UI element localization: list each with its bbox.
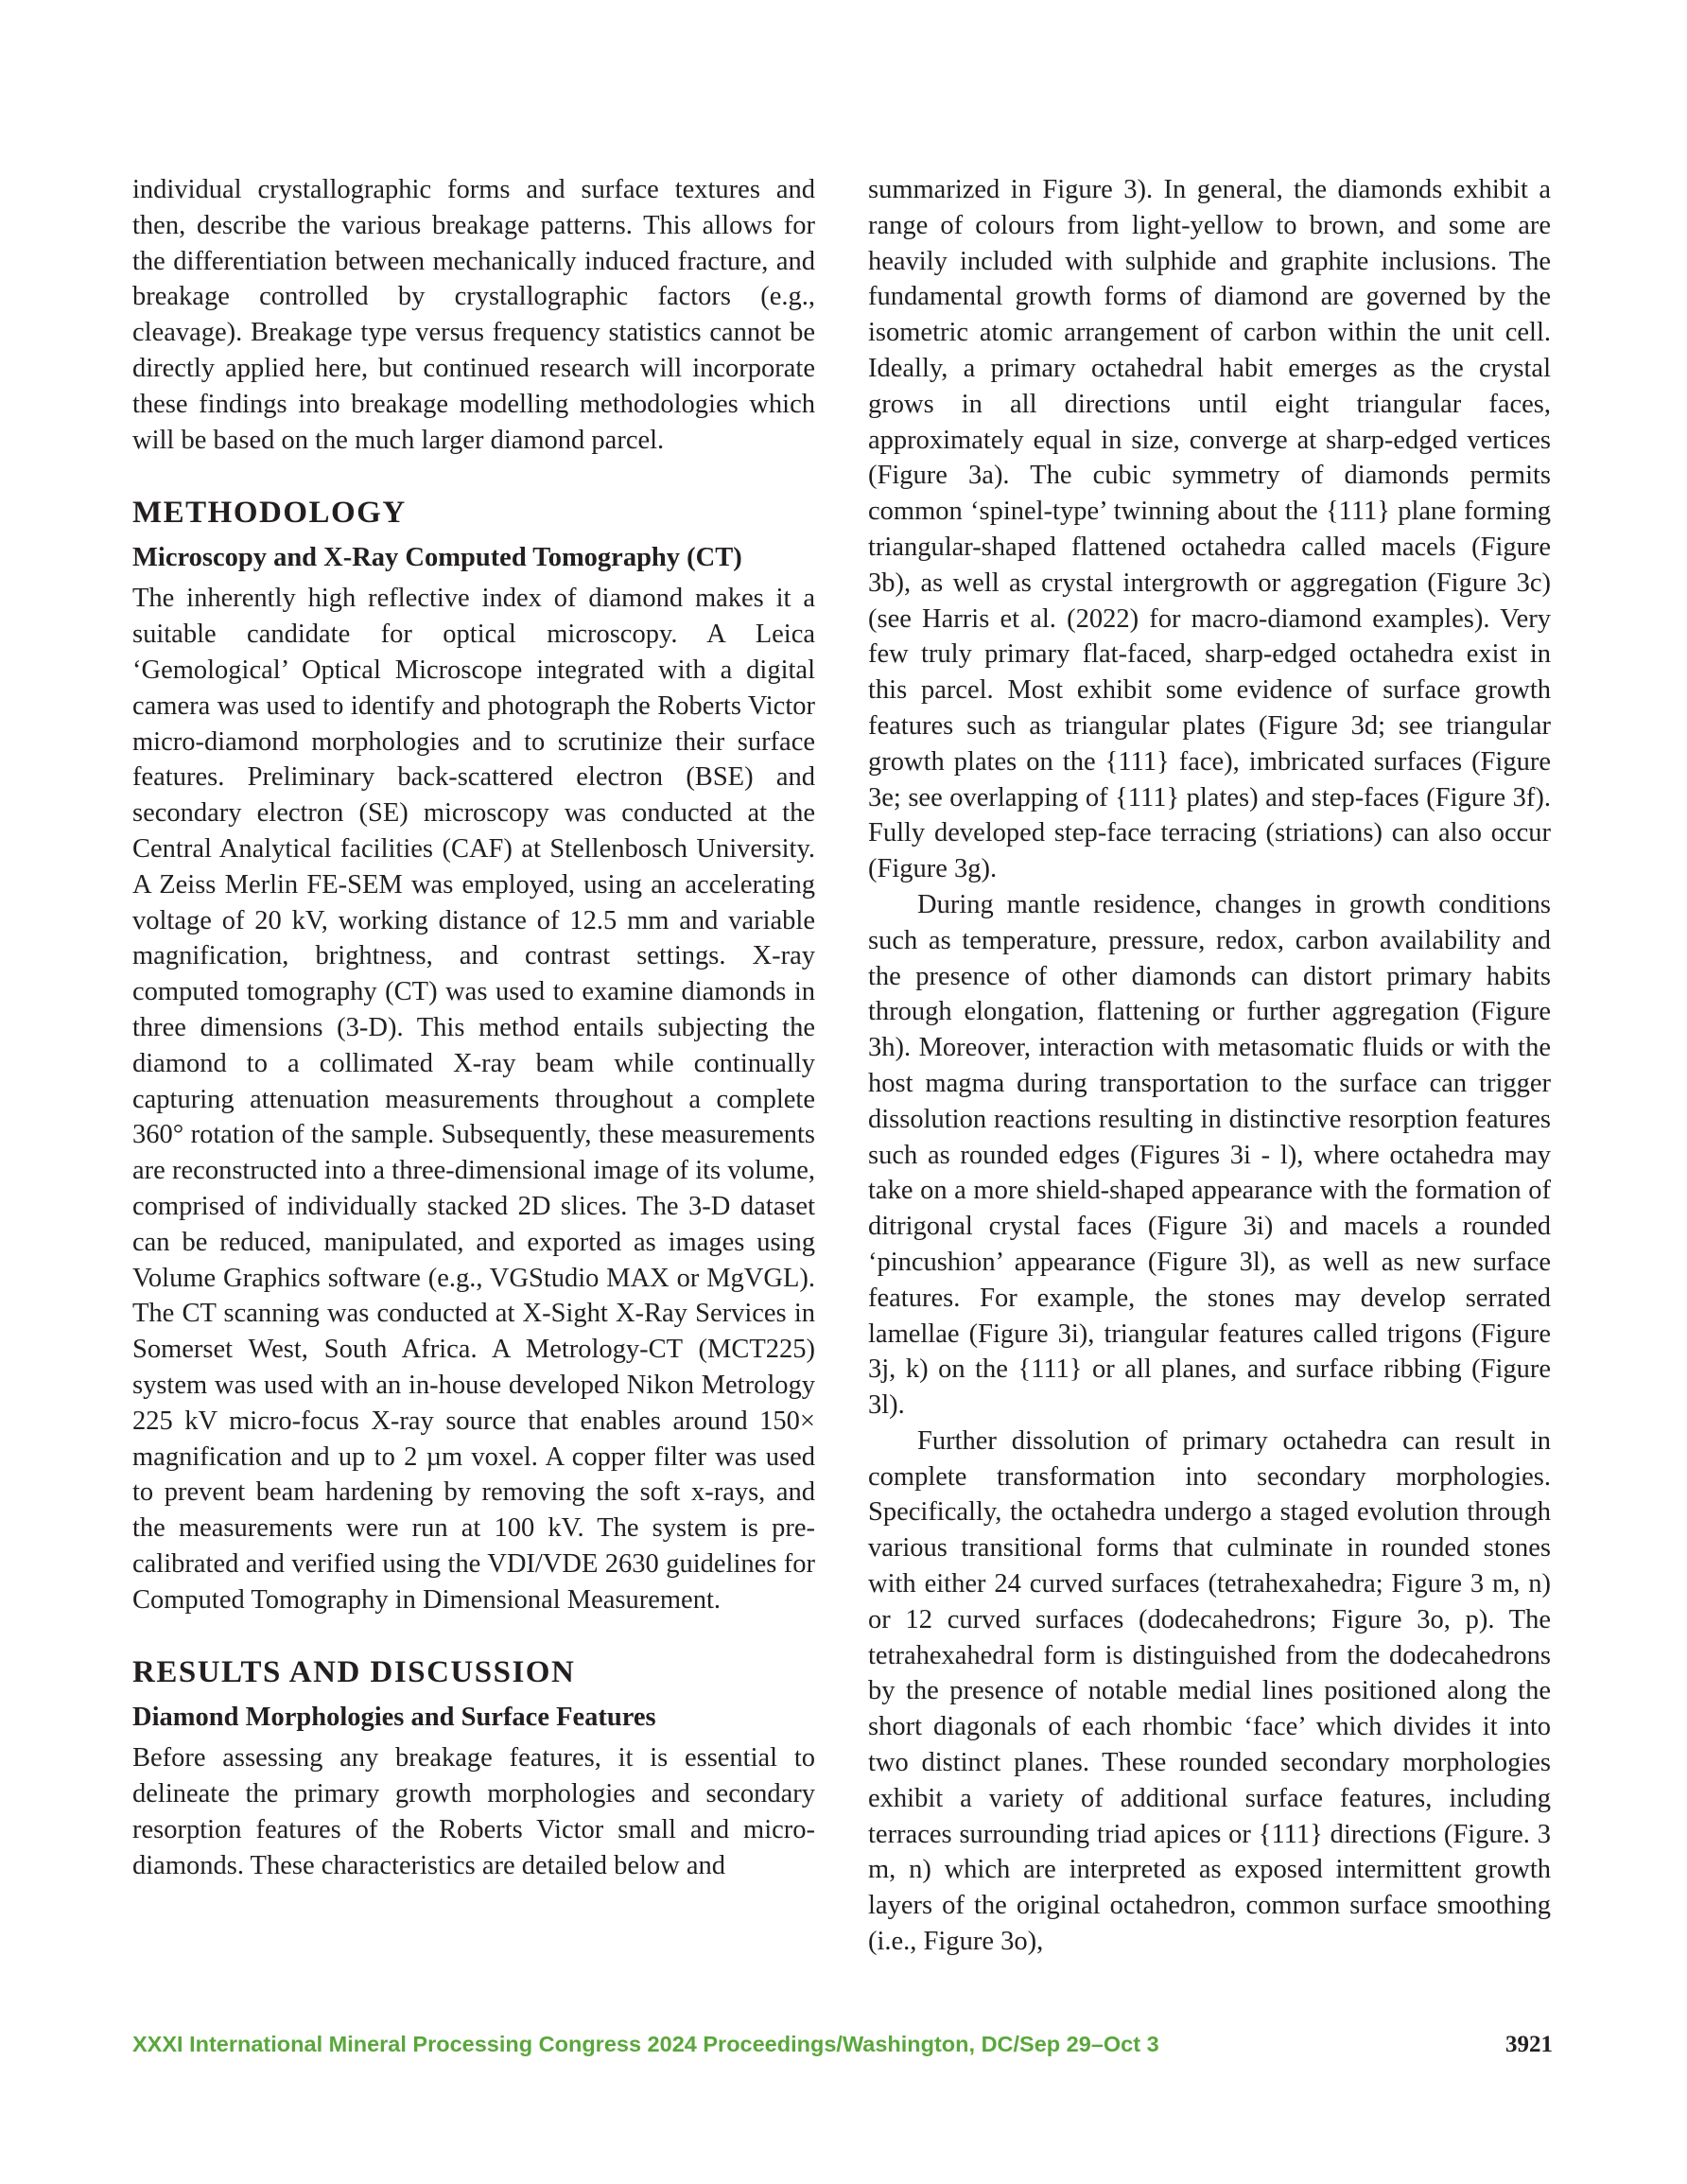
intro-paragraph: individual crystallographic forms and surface textures and then, describe the various breakage patterns. This allows for the differentiation between mechanically induced fracture, and breakage controlled by crystallographic factors (e.g., cleavage). Breakage type versus frequency statistics cannot be directly applied here, but continued research will incorporate these findings into breakage modelling methodologies which will be based on the much larger diamond parcel. bbox=[132, 175, 815, 455]
page-footer bbox=[132, 2032, 1553, 2058]
results-heading: RESULTS AND DISCUSSION bbox=[132, 1655, 576, 1690]
proceedings-footer: XXXI International Mineral Processing Congress 2024 Proceedings/Washington, DC/Sep 29–Oct 3 bbox=[132, 2032, 1159, 2056]
page-number: 3921 bbox=[1505, 2032, 1553, 2057]
methodology-heading: METHODOLOGY bbox=[132, 496, 407, 531]
morphology-paragraph-2: During mantle residence, changes in growth conditions such as temperature, pressure, redox, carbon availability and the presence of other diamonds can distort primary habits through elongation, flattening or further aggregation (Figure 3h). Moreover, interaction with metasomatic fluids or with the host magma during transportation to the surface can trigger dissolution reactions resulting in distinctive resorption features such as rounded edges (Figures 3i - l), where octahedra may take on a more shield-shaped appearance with the formation of ditrigonal crystal faces (Figure 3i) and macels a rounded ‘pincushion’ appearance (Figure 3l), as well as new surface features. For example, the stones may develop serrated lamellae (Figure 3i), triangular features called trigons (Figure 3j, k) on the {111} or all planes, and surface ribbing (Figure 3l). bbox=[868, 889, 1551, 1421]
morphology-paragraph-1: summarized in Figure 3). In general, the diamonds exhibit a range of colours from light-yellow to brown, and some are heavily included with sulphide and graphite inclusions. The fundamental growth forms of diamond are governed by the isometric atomic arrangement of carbon within the unit cell. Ideally, a primary octahedral habit emerges as the crystal grows in all directions until eight triangular faces, approximately equal in size, converge at sharp-edged vertices (Figure 3a). The cubic symmetry of diamonds permits common ‘spinel-type’ twinning about the {111} plane forming triangular-shaped flattened octahedra called macels (Figure 3b), as well as crystal intergrowth or aggregation (Figure 3c) (see Harris et al. (2022) for macro-diamond examples). Very few truly primary flat-faced, sharp-edged octahedra exist in this parcel. Most exhibit some evidence of surface growth features such as triangular plates (Figure 3d; see triangular growth plates on the {111} face), imbricated surfaces (Figure 3e; see overlapping of {111} plates) and step-faces (Figure 3f). Fully developed step-face terracing (striations) can also occur (Figure 3g). bbox=[868, 175, 1551, 884]
right-column bbox=[868, 172, 1551, 1960]
results-paragraph: Before assessing any breakage features, it is essential to delineate the primary growth morphologies and secondary resorption features of the Roberts Victor small and micro-diamonds. These characteristics are detailed below and bbox=[132, 1743, 815, 1880]
morphologies-subheading: Diamond Morphologies and Surface Features bbox=[132, 1703, 656, 1733]
left-column bbox=[132, 172, 815, 1884]
methodology-paragraph: The inherently high reflective index of diamond makes it a suitable candidate for optical microscopy. A Leica ‘Gemological’ Optical Microscope integrated with a digital camera was used to identify and photograph the Roberts Victor micro-diamond morphologies and to scrutinize their surface features. Preliminary back-scattered electron (BSE) and secondary electron (SE) microscopy was conducted at the Central Analytical facilities (CAF) at Stellenbosch University. A Zeiss Merlin FE-SEM was employed, using an accelerating voltage of 20 kV, working distance of 12.5 mm and variable magnification, brightness, and contrast settings. X-ray computed tomography (CT) was used to examine diamonds in three dimensions (3-D). This method entails subjecting the diamond to a collimated X-ray beam while continually capturing attenuation measurements throughout a complete 360° rotation of the sample. Subsequently, these measurements are reconstructed into a three-dimensional image of its volume, comprised of individually stacked 2D slices. The 3-D dataset can be reduced, manipulated, and exported as images using Volume Graphics software (e.g., VGStudio MAX or MgVGL). The CT scanning was conducted at X-Sight X-Ray Services in Somerset West, South Africa. A Metrology-CT (MCT225) system was used with an in-house developed Nikon Metrology 225 kV micro-focus X-ray source that enables around 150× magnification and up to 2 µm voxel. A copper filter was used to prevent beam hardening by removing the soft x-rays, and the measurements were run at 100 kV. The system is pre-calibrated and verified using the VDI/VDE 2630 guidelines for Computed Tomography in Dimensional Measurement. bbox=[132, 584, 815, 1615]
microscopy-subheading: Microscopy and X-Ray Computed Tomography (CT) bbox=[132, 543, 742, 573]
morphology-paragraph-3: Further dissolution of primary octahedra can result in complete transformation into secondary morphologies. Specifically, the octahedra undergo a staged evolution through various transitional forms that culminate in rounded stones with either 24 curved surfaces (tetrahexahedra; Figure 3 m, n) or 12 curved surfaces (dodecahedrons; Figure 3o, p). The tetrahexahedral form is distinguished from the dodecahedrons by the presence of notable medial lines positioned along the short diagonals of each rhombic ‘face’ which divides it into two distinct planes. These rounded secondary morphologies exhibit a variety of additional surface features, including terraces surrounding triad apices or {111} directions (Figure. 3 m, n) which are interpreted as exposed intermittent growth layers of the original octahedron, common surface smoothing (i.e., Figure 3o), bbox=[868, 1425, 1551, 1957]
